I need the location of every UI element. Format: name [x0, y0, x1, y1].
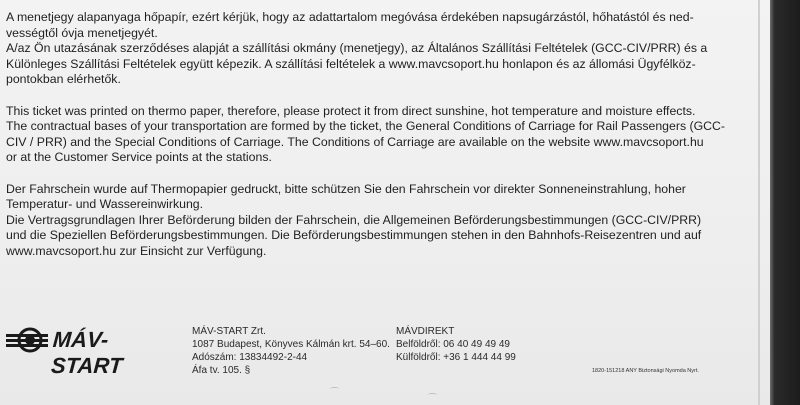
de-line-4: und die Speziellen Beförderungsbestimmungen. Die Beförderungsbestimmungen stehen in den Bahnhofs-Reisezentren und auf	[6, 228, 702, 242]
printer-imprint: 1820-151218 ANY Biztonsági Nyomda Nyrt.	[592, 368, 699, 374]
contact-domestic-phone: Belföldről: 06 40 49 49 49	[396, 339, 510, 350]
company-vat: Áfa tv. 105. §	[192, 365, 251, 376]
company-tax-number: Adószám: 13834492-2-44	[192, 352, 308, 363]
edge-rule	[758, 0, 760, 405]
german-paragraph	[6, 182, 748, 260]
hu-line-1: A menetjegy alapanyaga hőpapír, ezért kérjük, hogy az adattartalom megóvása érdekében napsugárzástól, hőhatástól és ned-	[6, 10, 694, 24]
terms-text	[6, 10, 748, 275]
hu-line-5: pontokban elérhetők.	[6, 72, 121, 86]
company-info	[192, 325, 390, 377]
contact-info	[396, 325, 516, 364]
de-line-5: www.mavcsoport.hu zur Einsicht zur Verfügung.	[6, 243, 267, 258]
de-line-2: Temperatur- und Wassereinwirkung.	[6, 197, 204, 211]
hu-line-3: A/az Ön utazásának szerződéses alapját a szállítási okmány (menetjegy), az Általános Szállítási Feltételek (GCC-CIV/PRR) és a	[6, 41, 708, 55]
logo-wordmark: MÁV-START	[50, 327, 124, 378]
de-line-3: Die Vertragsgrundlagen Ihrer Beförderung bilden der Fahrschein, die Allgemeinen Beförderungsbestimmungen (GCC-CIV/PRR)	[6, 212, 702, 227]
contact-abroad-phone: Külföldről: +36 1 444 44 99	[396, 352, 516, 363]
perforation-mark: ⌒	[330, 387, 340, 397]
company-address: 1087 Budapest, Könyves Kálmán krt. 54–60.	[192, 339, 390, 350]
en-line-4: or at the Customer Service points at the stations.	[6, 150, 272, 164]
de-line-1: Der Fahrschein wurde auf Thermopapier gedruckt, bitte schützen Sie den Fahrschein vor direkter Sonneneinstrahlung, hoher	[6, 181, 686, 196]
company-name: MÁV-START Zrt.	[192, 326, 266, 337]
footer	[6, 321, 756, 405]
hu-line-4: Különleges Szállítási Feltételek együtt képezik. A szállítási feltételek a www.mavcsoport.hu honlapon és az állomási Ügyfélköz-	[6, 56, 696, 71]
en-line-1: This ticket was printed on thermo paper, therefore, please protect it from direct sunshine, hot temperature and moisture effects.	[6, 103, 696, 118]
en-line-2: The contractual bases of your transportation are formed by the ticket, the General Conditions of Carriage for Rail Passengers (GCC-	[6, 119, 726, 133]
en-line-3: CIV / PRR) and the Special Conditions of Carriage. The Conditions of Carriage are available on the website www.mavcsoport.hu	[6, 134, 704, 149]
mav-start-logo	[6, 325, 166, 378]
hungarian-paragraph	[6, 10, 748, 88]
contact-title: MÁVDIREKT	[396, 326, 455, 337]
dark-edge	[770, 0, 800, 405]
hu-line-2: vességtől óvja menetjegyét.	[6, 25, 158, 40]
english-paragraph	[6, 104, 748, 166]
perforation-mark: ⌒	[428, 393, 438, 403]
mav-emblem-icon	[6, 325, 54, 355]
